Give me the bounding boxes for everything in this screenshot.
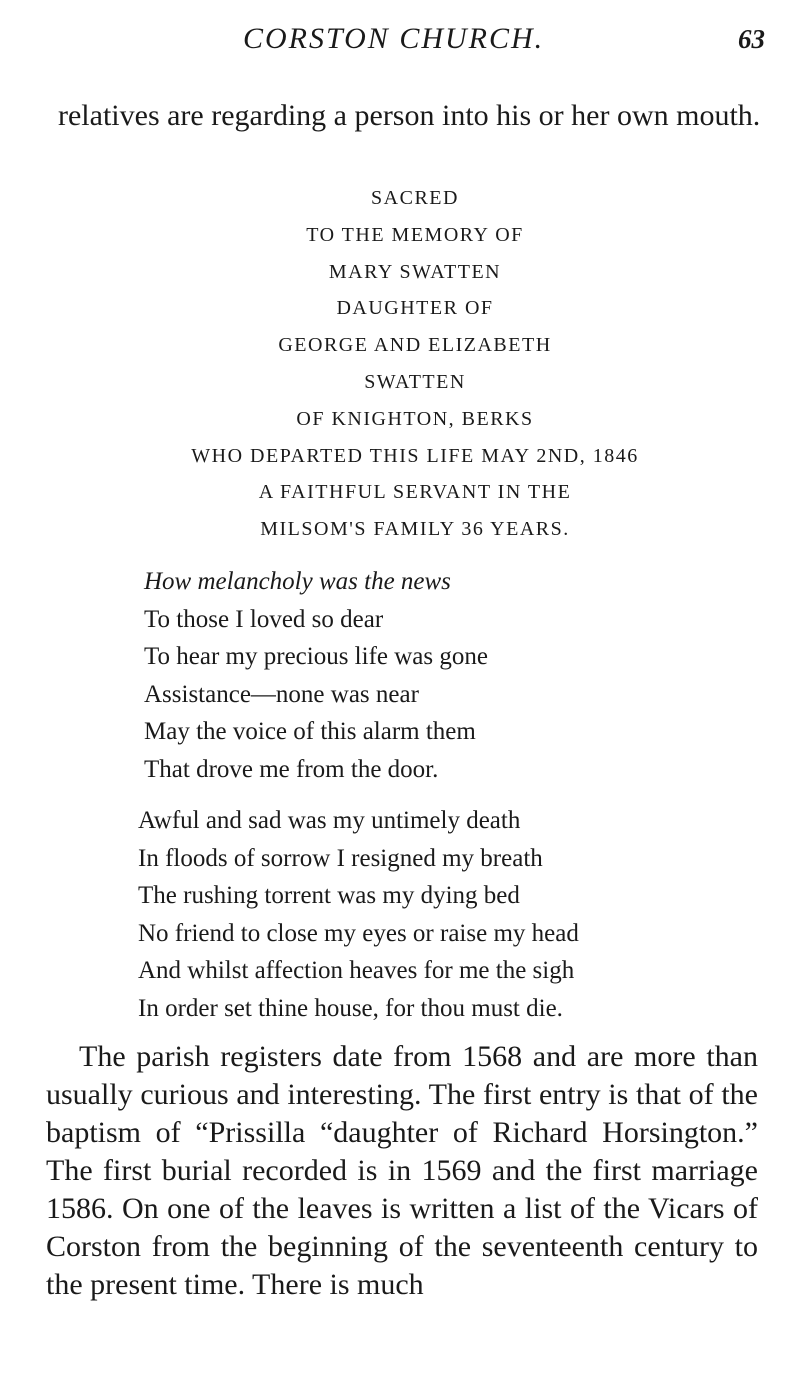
verse-line: Awful and sad was my untimely death (138, 807, 521, 834)
epitaph-line: MARY SWATTEN (328, 260, 502, 283)
verse-stanza-1 (144, 563, 488, 788)
verse-line: Assistance—none was near (144, 680, 419, 708)
verse-line: In order set thine house, for thou must die. (138, 994, 563, 1022)
verse-line: To those I loved so dear (144, 605, 384, 633)
verse-line: How melancholy was the news (144, 568, 451, 595)
epitaph-line: A FAITHFUL SERVANT IN THE (258, 481, 572, 504)
epitaph-line: OF KNIGHTON, BERKS (296, 407, 534, 430)
epitaph-line: WHO DEPARTED THIS LIFE MAY 2ND, 1846 (191, 444, 639, 467)
verse-stanza-2 (138, 802, 579, 1027)
verse-line: No friend to close my eyes or raise my head (138, 919, 579, 947)
verse-line: The rushing torrent was my dying bed (138, 882, 520, 909)
epitaph-line: TO THE MEMORY OF (306, 223, 524, 246)
verse-line: May the voice of this alarm them (144, 718, 476, 745)
verse-line: And whilst affection heaves for me the sigh (138, 957, 575, 984)
running-head (0, 22, 800, 62)
epitaph-line: MILSOM'S FAMILY 36 YEARS. (260, 518, 570, 541)
registers-paragraph (46, 1038, 758, 1304)
verse-line: To hear my precious life was gone (144, 643, 488, 670)
registers-paragraph-text: The parish registers date from 1568 and are more than usually curious and interesting. The first entry is that of the baptism of “Prissilla “daughter of Richard Horsington.” The first burial recorded is in 1569 and the first marriage 1586. On one of the leaves is written a list of the Vicars of Corston from the beginning of the seventeenth century to the present time. There is much (46, 1040, 758, 1301)
running-title: CORSTON CHURCH. (243, 22, 545, 55)
epitaph-inscription (0, 180, 800, 548)
verse-line: In floods of sorrow I resigned my breath (138, 844, 543, 872)
epitaph-line: SWATTEN (364, 370, 466, 393)
verse-line: That drove me from the door. (144, 755, 439, 783)
page-number: 63 (738, 24, 765, 54)
epitaph-line: SACRED (371, 187, 459, 209)
epitaph-line: GEORGE AND ELIZABETH (278, 334, 552, 357)
intro-paragraph: relatives are regarding a person into his or her own mouth. (58, 99, 761, 132)
epitaph-line: DAUGHTER OF (336, 297, 494, 320)
